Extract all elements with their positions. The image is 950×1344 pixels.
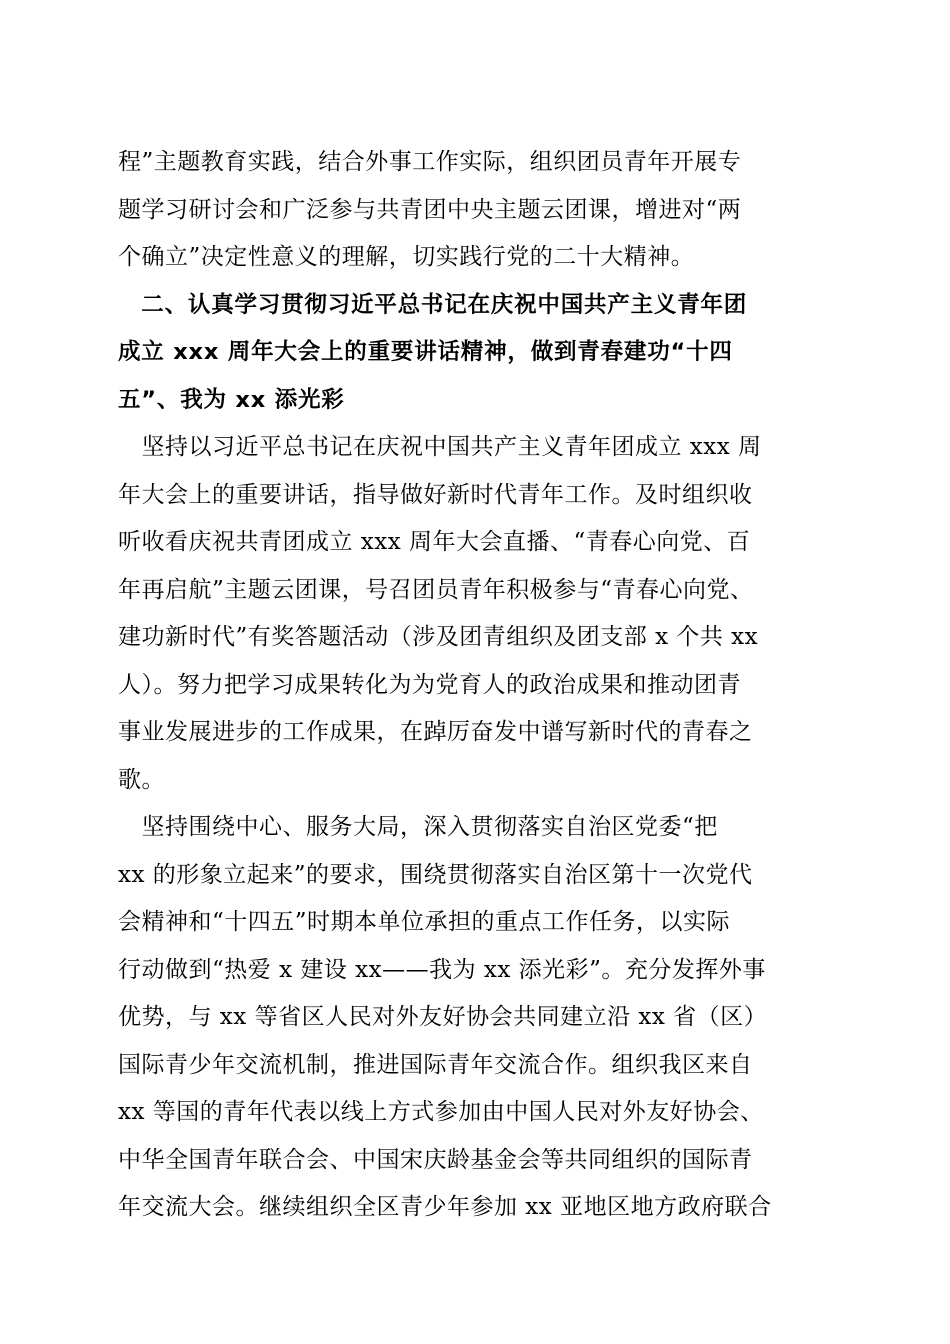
text-line: 人）。努力把学习成果转化为为党育人的政治成果和推动团青: [118, 671, 741, 698]
section-heading: [118, 282, 838, 425]
text-line: 国际青少年交流机制，推进国际青年交流合作。组织我区来自: [118, 1051, 753, 1078]
text-line: xx 的形象立起来”的要求，围绕贯彻落实自治区第十一次党代: [118, 861, 753, 888]
text-line: 年交流大会。继续组织全区青少年参加 xx 亚地区地方政府联合: [118, 1194, 772, 1220]
text-line: 个确立”决定性意义的理解，切实践行党的二十大精神。: [118, 244, 695, 270]
body-paragraph-2: [118, 804, 838, 1232]
text-line: xx 等国的青年代表以线上方式参加由中国人民对外友好协会、: [118, 1099, 764, 1125]
text-line: 行动做到“热爱 x 建设 xx——我为 xx 添光彩”。充分发挥外事: [118, 956, 766, 983]
text-line: 程”主题教育实践，结合外事工作实际，组织团员青年开展专: [118, 149, 742, 175]
heading-line: 成立 xxx 周年大会上的重要讲话精神，做到青春建功“十四: [118, 339, 733, 365]
text-line: 坚持以习近平总书记在庆祝中国共产主义青年团成立 xxx 周: [118, 434, 762, 460]
body-paragraph-1: [118, 424, 838, 804]
text-line: 会精神和“十四五”时期本单位承担的重点工作任务，以实际: [118, 909, 731, 935]
text-line: 坚持围绕中心、服务大局，深入贯彻落实自治区党委“把: [118, 814, 718, 840]
text-line: 题学习研讨会和广泛参与共青团中央主题云团课，增进对“两: [118, 196, 742, 223]
document-body: [118, 139, 838, 1232]
intro-paragraph: [118, 139, 838, 282]
heading-line: 五”、我为 xx 添光彩: [118, 386, 345, 413]
heading-line: 二、认真学习贯彻习近平总书记在庆祝中国共产主义青年团: [118, 291, 748, 318]
text-line: 听收看庆祝共青团成立 xxx 周年大会直播、“青春心向党、百: [118, 529, 751, 555]
text-line: 年大会上的重要讲话，指导做好新时代青年工作。及时组织收: [118, 481, 753, 508]
text-line: 建功新时代”有奖答题活动（涉及团青组织及团支部 x 个共 xx: [118, 624, 759, 650]
text-line: 歌。: [118, 766, 165, 793]
text-line: 事业发展进步的工作成果，在踔厉奋发中谱写新时代的青春之: [118, 719, 753, 745]
text-line: 优势，与 xx 等省区人民对外友好协会共同建立沿 xx 省（区）: [118, 1004, 768, 1030]
text-line: 中华全国青年联合会、中国宋庆龄基金会等共同组织的国际青: [118, 1146, 753, 1173]
text-line: 年再启航”主题云团课，号召团员青年积极参与“青春心向党、: [118, 576, 754, 603]
